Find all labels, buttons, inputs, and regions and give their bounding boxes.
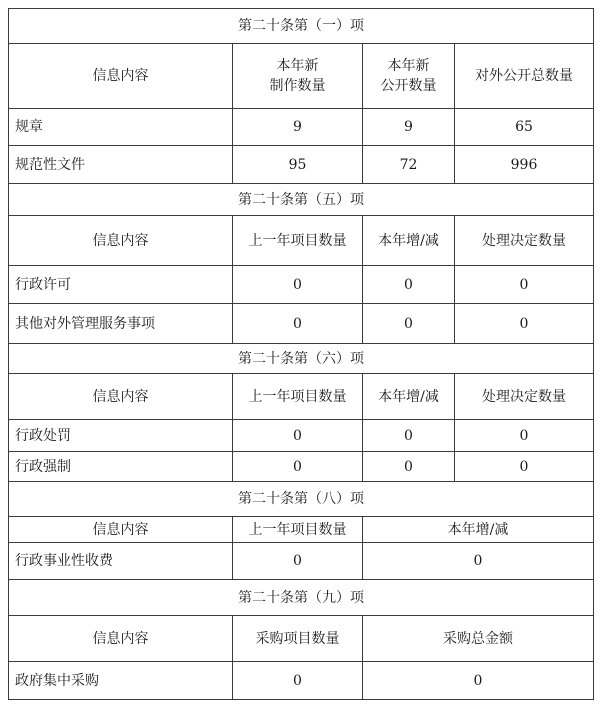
cell-value: 0 <box>363 304 455 344</box>
column-header: 上一年项目数量 <box>233 517 363 543</box>
column-header: 信息内容 <box>9 517 233 543</box>
cell-value: 0 <box>455 420 594 452</box>
column-header: 信息内容 <box>9 374 233 420</box>
column-header: 上一年项目数量 <box>233 374 363 420</box>
row-label: 其他对外管理服务事项 <box>9 304 233 344</box>
column-header: 采购总金额 <box>363 616 594 662</box>
cell-value: 0 <box>363 452 455 482</box>
section-title: 第二十条第（五）项 <box>9 184 594 216</box>
column-header: 本年增/减 <box>363 216 455 266</box>
table-row <box>9 452 594 482</box>
row-label: 行政处罚 <box>9 420 233 452</box>
table-row <box>9 420 594 452</box>
column-header: 上一年项目数量 <box>233 216 363 266</box>
column-header: 本年增/减 <box>363 517 594 543</box>
table-row <box>9 662 594 700</box>
cell-value: 0 <box>233 662 363 700</box>
section-title: 第二十条第（一）项 <box>9 9 594 44</box>
column-header: 信息内容 <box>9 216 233 266</box>
column-header: 处理决定数量 <box>455 374 594 420</box>
table-row <box>9 146 594 184</box>
row-label: 行政许可 <box>9 266 233 304</box>
table-row <box>9 543 594 580</box>
table-row <box>9 109 594 146</box>
cell-value: 996 <box>455 146 594 184</box>
row-label: 行政强制 <box>9 452 233 482</box>
table-row <box>9 304 594 344</box>
cell-value: 0 <box>455 304 594 344</box>
column-header: 处理决定数量 <box>455 216 594 266</box>
column-header: 采购项目数量 <box>233 616 363 662</box>
cell-value: 95 <box>233 146 363 184</box>
cell-value: 0 <box>455 452 594 482</box>
cell-value: 0 <box>233 452 363 482</box>
cell-value: 0 <box>233 420 363 452</box>
column-header: 信息内容 <box>9 616 233 662</box>
cell-value: 9 <box>363 109 455 146</box>
cell-value: 0 <box>455 266 594 304</box>
section-title: 第二十条第（九）项 <box>9 580 594 616</box>
cell-value: 72 <box>363 146 455 184</box>
section-title: 第二十条第（八）项 <box>9 482 594 517</box>
row-label: 政府集中采购 <box>9 662 233 700</box>
cell-value: 9 <box>233 109 363 146</box>
column-header: 本年新 公开数量 <box>363 44 455 109</box>
section-title: 第二十条第（六）项 <box>9 344 594 374</box>
row-label: 规章 <box>9 109 233 146</box>
row-label: 行政事业性收费 <box>9 543 233 580</box>
column-header: 本年新 制作数量 <box>233 44 363 109</box>
cell-value: 0 <box>233 543 363 580</box>
cell-value: 0 <box>233 266 363 304</box>
cell-value: 0 <box>363 543 594 580</box>
cell-value: 0 <box>233 304 363 344</box>
row-label: 规范性文件 <box>9 146 233 184</box>
column-header: 对外公开总数量 <box>455 44 594 109</box>
cell-value: 65 <box>455 109 594 146</box>
cell-value: 0 <box>363 420 455 452</box>
column-header: 本年增/减 <box>363 374 455 420</box>
table-row <box>9 266 594 304</box>
cell-value: 0 <box>363 266 455 304</box>
disclosure-table <box>8 8 594 700</box>
column-header: 信息内容 <box>9 44 233 109</box>
cell-value: 0 <box>363 662 594 700</box>
